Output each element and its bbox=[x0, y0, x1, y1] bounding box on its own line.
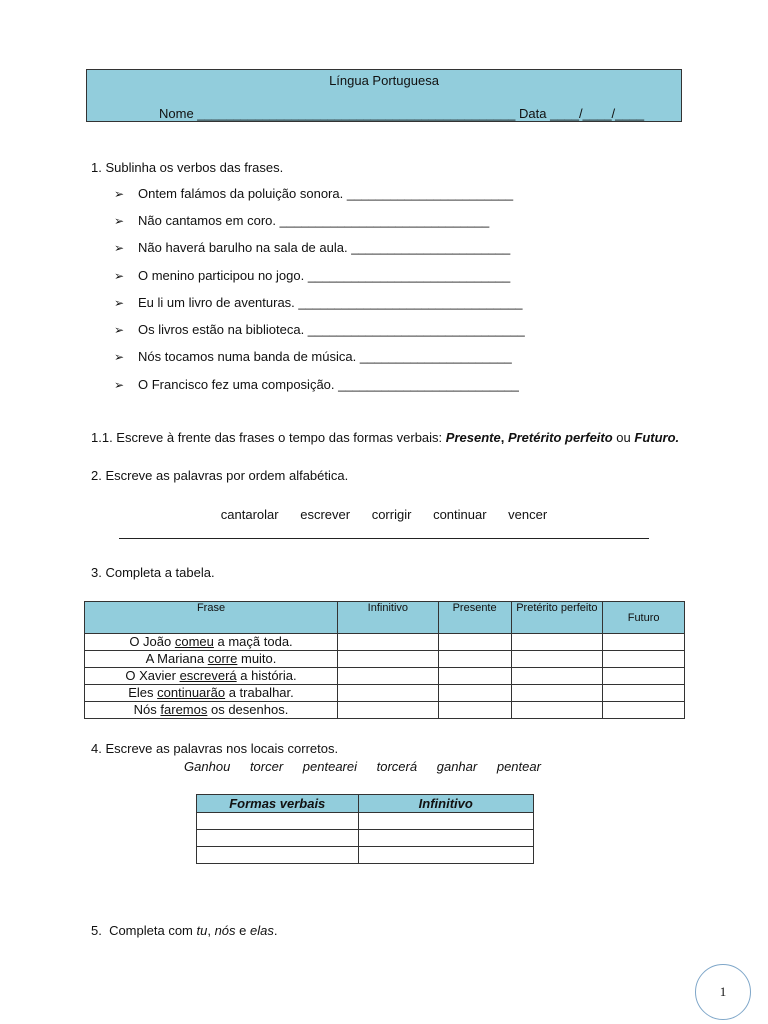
answer-cell[interactable] bbox=[438, 668, 511, 685]
word: continuar bbox=[433, 507, 487, 522]
sentence-cell: Eles continuarão a trabalhar. bbox=[85, 685, 338, 702]
q1-sentence[interactable]: ➢ Os livros estão na biblioteca. ______________________________ bbox=[114, 322, 525, 337]
col-header-preterito: Pretérito perfeito bbox=[511, 602, 603, 634]
answer-cell[interactable] bbox=[511, 634, 603, 651]
answer-cell[interactable] bbox=[338, 668, 439, 685]
word: corrigir bbox=[371, 507, 412, 522]
col-header-presente: Presente bbox=[438, 602, 511, 634]
q2-answer-line[interactable] bbox=[119, 538, 649, 539]
arrow-bullet-icon: ➢ bbox=[114, 269, 125, 283]
answer-cell[interactable] bbox=[438, 702, 511, 719]
sentence-cell: Nós faremos os desenhos. bbox=[85, 702, 338, 719]
answer-cell[interactable] bbox=[338, 685, 439, 702]
col-header-infinitivo: Infinitivo bbox=[358, 795, 534, 813]
q3-prompt: 3. Completa a tabela. bbox=[91, 565, 215, 580]
q2-prompt: 2. Escreve as palavras por ordem alfabética. bbox=[91, 468, 349, 483]
q1-sentence[interactable]: ➢ Não cantamos em coro. _____________________________ bbox=[114, 213, 490, 228]
col-header-infinitivo: Infinitivo bbox=[338, 602, 439, 634]
answer-cell[interactable] bbox=[338, 634, 439, 651]
name-date-line: Nome ____________________________________________ Data ____/____/____ bbox=[159, 106, 645, 121]
arrow-bullet-icon: ➢ bbox=[114, 378, 125, 392]
answer-cell[interactable] bbox=[197, 813, 359, 830]
arrow-bullet-icon: ➢ bbox=[114, 214, 125, 228]
arrow-bullet-icon: ➢ bbox=[114, 296, 125, 310]
answer-cell[interactable] bbox=[603, 685, 685, 702]
table-row bbox=[197, 830, 534, 847]
sentence-cell: O Xavier escreverá a história. bbox=[85, 668, 338, 685]
word: vencer bbox=[508, 507, 548, 522]
answer-cell[interactable] bbox=[603, 702, 685, 719]
arrow-bullet-icon: ➢ bbox=[114, 350, 125, 364]
answer-cell[interactable] bbox=[358, 847, 534, 864]
q1-sentence[interactable]: ➢ Eu li um livro de aventuras. _______________________________ bbox=[114, 295, 523, 310]
q1-1-prompt: 1.1. Escreve à frente das frases o tempo das formas verbais: Presente, Pretérito perfeito ou Futuro. bbox=[91, 430, 680, 445]
q1-sentence[interactable]: ➢ O menino participou no jogo. ____________________________ bbox=[114, 268, 511, 283]
answer-cell[interactable] bbox=[358, 830, 534, 847]
answer-cell[interactable] bbox=[197, 830, 359, 847]
word: torcerá bbox=[376, 759, 418, 774]
answer-cell[interactable] bbox=[603, 668, 685, 685]
answer-cell[interactable] bbox=[197, 847, 359, 864]
arrow-bullet-icon: ➢ bbox=[114, 241, 125, 255]
table-row bbox=[85, 651, 685, 668]
answer-cell[interactable] bbox=[438, 634, 511, 651]
sentence-cell: A Mariana corre muito. bbox=[85, 651, 338, 668]
table-row bbox=[85, 634, 685, 651]
q4-word-list bbox=[0, 759, 725, 774]
answer-cell[interactable] bbox=[338, 702, 439, 719]
header-box bbox=[86, 69, 682, 122]
answer-cell[interactable] bbox=[438, 651, 511, 668]
q5-prompt: 5. Completa com tu, nós e elas. bbox=[91, 923, 278, 938]
answer-cell[interactable] bbox=[603, 634, 685, 651]
answer-cell[interactable] bbox=[438, 685, 511, 702]
col-header-frase: Frase bbox=[85, 602, 338, 634]
table-row bbox=[85, 668, 685, 685]
q1-sentence[interactable]: ➢ Ontem falámos da poluição sonora. _______________________ bbox=[114, 186, 514, 201]
arrow-bullet-icon: ➢ bbox=[114, 323, 125, 337]
answer-cell[interactable] bbox=[511, 668, 603, 685]
table-row bbox=[197, 847, 534, 864]
table-row bbox=[85, 685, 685, 702]
answer-cell[interactable] bbox=[358, 813, 534, 830]
sentence-cell: O João comeu a maçã toda. bbox=[85, 634, 338, 651]
col-header-futuro: Futuro bbox=[603, 602, 685, 634]
table-row bbox=[85, 702, 685, 719]
answer-cell[interactable] bbox=[603, 651, 685, 668]
answer-cell[interactable] bbox=[511, 685, 603, 702]
col-header-formas-verbais: Formas verbais bbox=[197, 795, 359, 813]
word: torcer bbox=[249, 759, 284, 774]
verb-tense-table bbox=[84, 601, 685, 719]
word: ganhar bbox=[436, 759, 478, 774]
q1-sentence[interactable]: ➢ O Francisco fez uma composição. _________________________ bbox=[114, 377, 519, 392]
page-number-badge: 1 bbox=[695, 964, 751, 1020]
word: cantarolar bbox=[220, 507, 279, 522]
word: escrever bbox=[300, 507, 351, 522]
answer-cell[interactable] bbox=[338, 651, 439, 668]
q1-prompt: 1. Sublinha os verbos das frases. bbox=[91, 160, 284, 175]
verb-forms-table bbox=[196, 794, 534, 864]
word: pentear bbox=[496, 759, 541, 774]
header-title: Língua Portuguesa bbox=[329, 73, 439, 88]
q1-sentence[interactable]: ➢ Nós tocamos numa banda de música. _____________________ bbox=[114, 349, 512, 364]
table-row bbox=[197, 813, 534, 830]
q4-prompt: 4. Escreve as palavras nos locais corretos. bbox=[91, 741, 339, 756]
answer-cell[interactable] bbox=[511, 651, 603, 668]
word: pentearei bbox=[302, 759, 358, 774]
q1-sentence[interactable]: ➢ Não haverá barulho na sala de aula. ______________________ bbox=[114, 240, 511, 255]
answer-cell[interactable] bbox=[511, 702, 603, 719]
q2-word-list bbox=[0, 507, 768, 522]
arrow-bullet-icon: ➢ bbox=[114, 187, 125, 201]
word: Ganhou bbox=[184, 759, 231, 774]
